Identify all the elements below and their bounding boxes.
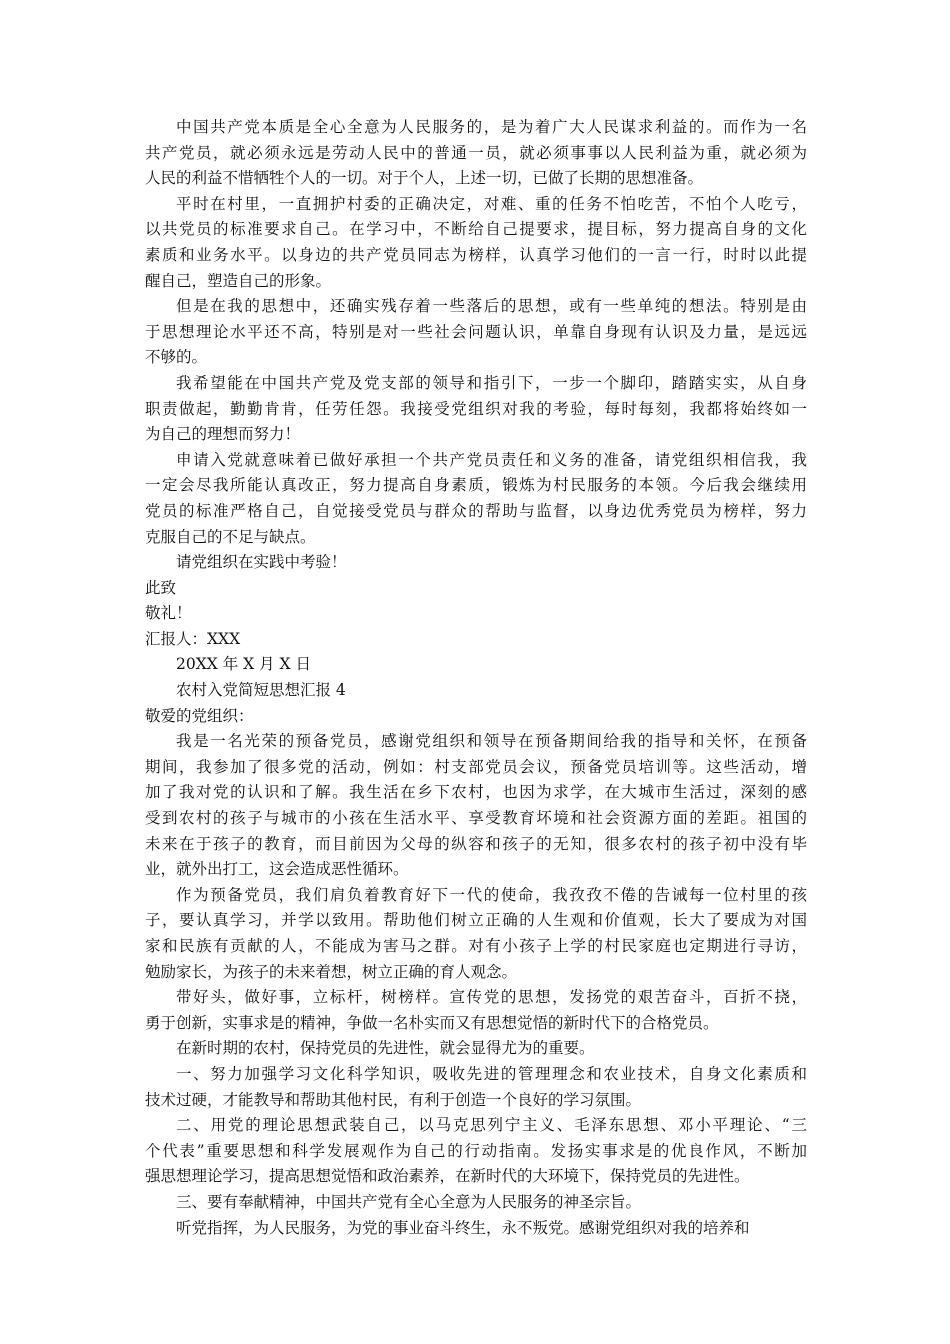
text-line: 带好头，做好事，立标杆，树榜样。宣传党的思想，发扬党的艰苦奋斗，百折不挠，: [176, 988, 807, 1007]
paragraph: [145, 1216, 807, 1242]
paragraph: [145, 448, 807, 550]
paragraph: [145, 704, 807, 730]
paragraph: [145, 115, 807, 192]
text-line: 平时在村里，一直拥护村委的正确决定，对难、重的任务不怕吃苦，不怕个人吃亏，: [176, 194, 807, 213]
text-line: 一定会尽我所能认真改正，努力提高自身素质，锻炼为村民服务的本领。今后我会继续用: [145, 476, 807, 495]
text-line: 听党指挥，为人民服务，为党的事业奋斗终生，永不叛党。感谢党组织对我的培养和: [176, 1218, 750, 1237]
text-line: 技术过硬，才能教导和帮助其他村民，有利于创造一个良好的学习氛围。: [145, 1090, 642, 1109]
text-line: 不够的。: [145, 348, 208, 367]
paragraph: [145, 1062, 807, 1113]
text-line: 以共党员的标准要求自己。在学习中，不断给自己提要求，提目标，努力提高自身的文化: [145, 220, 807, 239]
paragraph: [145, 576, 807, 602]
text-line: 受到农村的孩子与城市的小孩在生活水平、享受教育坏境和社会资源方面的差距。祖国的: [145, 809, 807, 828]
text-line: 醒自己，塑造自己的形象。: [145, 271, 332, 290]
text-line: 我是一名光荣的预备党员，感谢党组织和领导在预备期间给我的指导和关怀，在预备: [176, 732, 807, 751]
document-page: [145, 115, 807, 1241]
text-line: 子，要认真学习，并学以致用。帮助他们树立正确的人生观和价值观，长大了要成为对国: [145, 911, 807, 930]
text-line: 业，就外出打工，这会造成恶性循环。: [145, 860, 409, 879]
text-line: 期间，我参加了很多党的活动，例如：村支部党员会议，预备党员培训等。这些活动，增: [145, 757, 807, 776]
paragraph: [145, 1113, 807, 1190]
text-line: 申请入党就意味着已做好承担一个共产党员责任和义务的准备，请党组织相信我，我: [176, 450, 807, 469]
text-line: 个代表”重要思想和科学发展观作为自己的行动指南。发扬实事求是的优良作风，不断加: [145, 1141, 807, 1160]
paragraph: [145, 652, 807, 678]
text-line: 勉励家长，为孩子的未来着想，树立正确的育人观念。: [145, 962, 518, 981]
text-line: 职责做起，勤勤肯肯，任劳任怨。我接受党组织对我的考验，每时每刻，我都将始终如一: [145, 399, 807, 418]
text-line: 此致: [145, 578, 177, 597]
text-line: 勇于创新，实事求是的精神，争做一名朴实而又有思想觉悟的新时代下的合格党员。: [145, 1013, 719, 1032]
paragraph: [145, 729, 807, 883]
paragraph: [145, 627, 807, 653]
text-line: 农村入党简短思想汇报 4: [176, 681, 346, 700]
paragraph: [145, 601, 807, 627]
text-line: 为自己的理想而努力！: [145, 425, 301, 444]
text-line: 克服自己的不足与缺点。: [145, 527, 316, 546]
text-line: 作为预备党员，我们肩负着教育好下一代的使命，我孜孜不倦的告诫每一位村里的孩: [176, 885, 807, 904]
paragraph: [145, 883, 807, 985]
paragraph: [145, 371, 807, 448]
text-line: 一、努力加强学习文化科学知识，吸收先进的管理理念和农业技术，自身文化素质和: [176, 1064, 807, 1083]
text-line: 未来在于孩子的教育，而目前因为父母的纵容和孩子的无知，很多农村的孩子初中没有毕: [145, 834, 807, 853]
text-line: 于思想理论水平还不高，特别是对一些社会问题认识，单靠自身现有认识及力量，是远远: [145, 322, 807, 341]
text-line: 敬礼！: [145, 604, 192, 623]
text-line: 汇报人：XXX: [145, 629, 241, 648]
text-line: 请党组织在实践中考验！: [176, 553, 347, 572]
paragraph: [145, 985, 807, 1036]
text-line: 但是在我的思想中，还确实残存着一些落后的思想，或有一些单纯的想法。特别是由: [176, 297, 807, 316]
text-line: 中国共产党本质是全心全意为人民服务的，是为着广大人民谋求利益的。而作为一名: [176, 118, 807, 136]
text-line: 敬爱的党组织：: [145, 706, 254, 725]
text-line: 共产党员，就必须永远是劳动人民中的普通一员，就必须事事以人民利益为重，就必须为: [145, 143, 807, 162]
text-line: 二、用党的理论思想武装自己，以马克思列宁主义、毛泽东思想、邓小平理论、“三: [176, 1116, 807, 1135]
text-line: 素质和业务水平。以身边的共产党员同志为榜样，认真学习他们的一言一行，时时以此提: [145, 245, 807, 264]
text-line: 人民的利益不惜牺牲个人的一切。对于个人，上述一切，已做了长期的思想准备。: [145, 169, 704, 188]
paragraph: [145, 1036, 807, 1062]
paragraph: [145, 550, 807, 576]
paragraph: [145, 192, 807, 294]
text-line: 我希望能在中国共产党及党支部的领导和指引下，一步一个脚印，踏踏实实，从自身: [176, 373, 807, 392]
paragraph: [145, 294, 807, 371]
text-line: 20XX 年 X 月 X 日: [176, 655, 311, 674]
text-line: 党员的标准严格自己，自觉接受党员与群众的帮助与监督，以身边优秀党员为榜样，努力: [145, 501, 807, 520]
text-line: 家和民族有贡献的人，不能成为害马之群。对有小孩子上学的村民家庭也定期进行寻访，: [145, 937, 807, 955]
text-line: 加了我对党的认识和了解。我生活在乡下农村，也因为求学，在大城市生活过，深刻的感: [145, 783, 807, 802]
paragraph: [145, 678, 807, 704]
text-line: 在新时期的农村，保持党员的先进性，就会显得尤为的重要。: [176, 1039, 595, 1058]
paragraph: [145, 1190, 807, 1216]
text-line: 强思想理论学习，提高思想觉悟和政治素养，在新时代的大环境下，保持党员的先进性。: [145, 1167, 750, 1186]
text-line: 三、要有奉献精神，中国共产党有全心全意为人民服务的神圣宗旨。: [176, 1192, 642, 1211]
